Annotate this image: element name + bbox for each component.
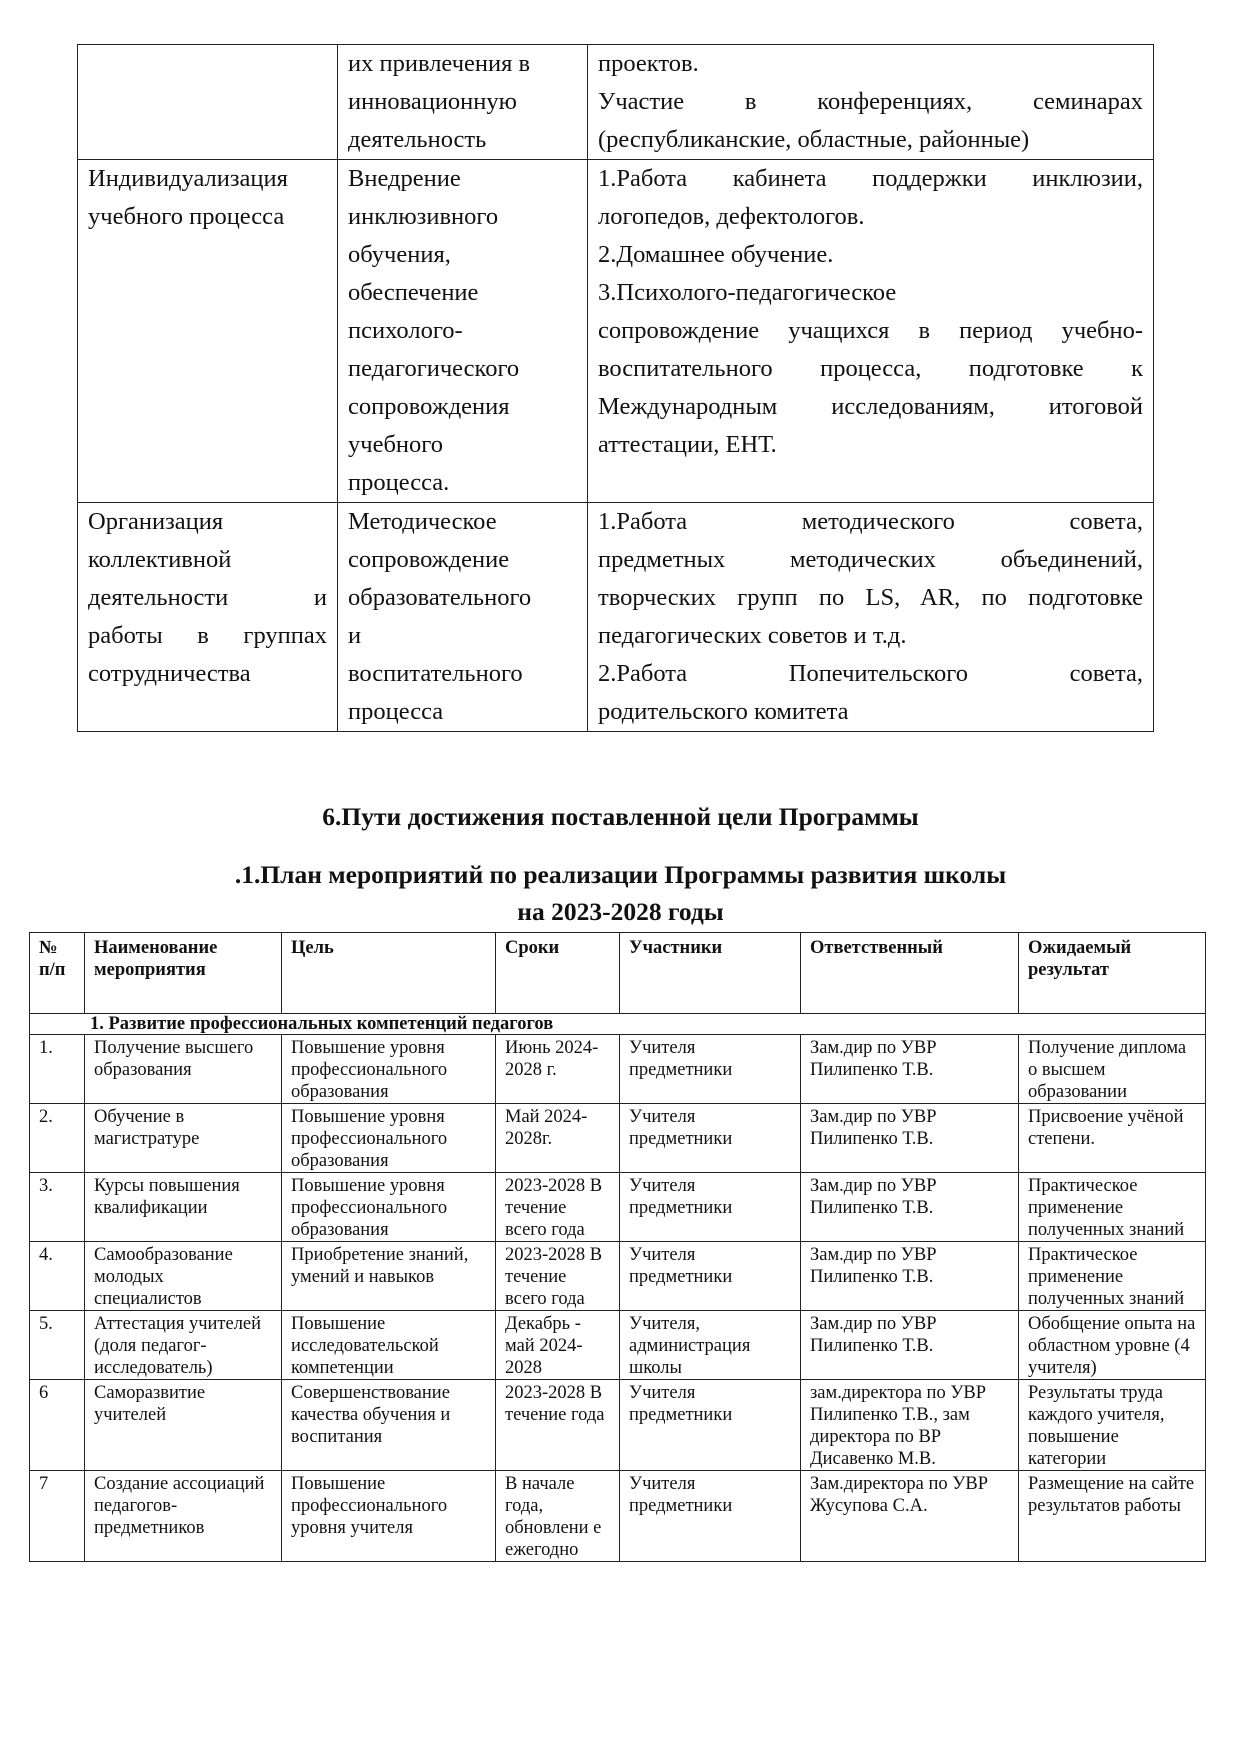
row-number-cell: 7 bbox=[30, 1471, 85, 1562]
deadline-cell: Июнь 2024-2028 г. bbox=[496, 1035, 620, 1104]
responsible-cell: Зам.дир по УВР Пилипенко Т.В. bbox=[801, 1173, 1019, 1242]
plan-title-line1: .1.План мероприятий по реализации Программы развития школы bbox=[234, 860, 1007, 889]
text-line: 2.Домашнее обучение. bbox=[598, 241, 834, 268]
expected-result-cell: Получение диплома о высшем образовании bbox=[1019, 1035, 1206, 1104]
goal-direction-cell bbox=[78, 160, 338, 503]
goal-cell: Совершенствование качества обучения и воспитания bbox=[282, 1380, 496, 1471]
goal-cell: Повышение уровня профессионального образования bbox=[282, 1173, 496, 1242]
text-line: психолого- bbox=[348, 317, 463, 344]
expected-result-cell: Результаты труда каждого учителя, повышение категории bbox=[1019, 1380, 1206, 1471]
text-line: Внедрение bbox=[348, 165, 461, 192]
row-number-cell: 6 bbox=[30, 1380, 85, 1471]
text-line: деятельности и bbox=[88, 584, 327, 611]
goal-cell: Приобретение знаний, умений и навыков bbox=[282, 1242, 496, 1311]
text-line: 2.Работа Попечительского совета, bbox=[598, 660, 1143, 687]
text-line: учебного процесса bbox=[88, 203, 285, 230]
participants-cell: Учителя предметники bbox=[620, 1242, 801, 1311]
text-line: деятельность bbox=[348, 126, 487, 153]
text-line: обучения, bbox=[348, 241, 451, 268]
responsible-cell: зам.директора по УВР Пилипенко Т.В., зам директора по ВР Дисавенко М.В. bbox=[801, 1380, 1019, 1471]
expected-result-cell: Присвоение учёной степени. bbox=[1019, 1104, 1206, 1173]
header-event-name: Наименование мероприятия bbox=[85, 933, 282, 1014]
text-line: коллективной bbox=[88, 546, 232, 573]
header-expected-result: Ожидаемый результат bbox=[1019, 933, 1206, 1014]
deadline-cell: 2023-2028 В течение всего года bbox=[496, 1173, 620, 1242]
deadline-cell: Май 2024-2028г. bbox=[496, 1104, 620, 1173]
text-line: инновационную bbox=[348, 88, 517, 115]
section-title: 6.Пути достижения поставленной цели Программы bbox=[322, 802, 919, 831]
text-line: творческих групп по LS, AR, по подготовке bbox=[598, 584, 1143, 611]
responsible-cell: Зам.дир по УВР Пилипенко Т.В. bbox=[801, 1311, 1019, 1380]
event-name-cell: Создание ассоциаций педагогов-предметников bbox=[85, 1471, 282, 1562]
goals-table-row bbox=[78, 45, 1154, 160]
text-line: учебного bbox=[348, 431, 443, 458]
table-row bbox=[30, 1104, 1206, 1173]
deadline-cell: 2023-2028 В течение всего года bbox=[496, 1242, 620, 1311]
event-name-cell: Аттестация учителей (доля педагог-исследователь) bbox=[85, 1311, 282, 1380]
participants-cell: Учителя предметники bbox=[620, 1035, 801, 1104]
text-line: работы в группах bbox=[88, 622, 327, 649]
participants-cell: Учителя предметники bbox=[620, 1471, 801, 1562]
goal-direction-cell bbox=[78, 45, 338, 160]
expected-result-cell: Размещение на сайте результатов работы bbox=[1019, 1471, 1206, 1562]
text-line: сотрудничества bbox=[88, 660, 251, 687]
text-line: обеспечение bbox=[348, 279, 479, 306]
text-line: педагогического bbox=[348, 355, 520, 382]
plan-table bbox=[29, 932, 1206, 1562]
text-line: процесса bbox=[348, 698, 444, 725]
text-line: Методическое bbox=[348, 508, 497, 535]
text-line: предметных методических объединений, bbox=[598, 546, 1143, 573]
goal-actions-cell bbox=[588, 160, 1154, 503]
text-line: воспитательного процесса, подготовке к bbox=[598, 355, 1143, 382]
text-line: сопровождение bbox=[348, 546, 510, 573]
text-line: Организация bbox=[88, 508, 224, 535]
goal-task-cell bbox=[338, 503, 588, 732]
responsible-cell: Зам.директора по УВР Жусупова С.А. bbox=[801, 1471, 1019, 1562]
event-name-cell: Саморазвитие учителей bbox=[85, 1380, 282, 1471]
text-line: их привлечения в bbox=[348, 50, 531, 77]
text-line: сопровождение учащихся в период учебно- bbox=[598, 317, 1143, 344]
header-goal: Цель bbox=[282, 933, 496, 1014]
table-row bbox=[30, 1035, 1206, 1104]
row-number-cell: 3. bbox=[30, 1173, 85, 1242]
header-number: № п/п bbox=[30, 933, 85, 1014]
group-title: 1. Развитие профессиональных компетенций педагогов bbox=[30, 1014, 1206, 1035]
goals-table-row bbox=[78, 160, 1154, 503]
goal-cell: Повышение профессионального уровня учителя bbox=[282, 1471, 496, 1562]
participants-cell: Учителя предметники bbox=[620, 1380, 801, 1471]
event-name-cell: Курсы повышения квалификации bbox=[85, 1173, 282, 1242]
text-line: 1.Работа методического совета, bbox=[598, 508, 1143, 535]
header-responsible: Ответственный bbox=[801, 933, 1019, 1014]
plan-table-header-row bbox=[30, 933, 1206, 1014]
goal-task-cell bbox=[338, 45, 588, 160]
text-line: 1.Работа кабинета поддержки инклюзии, bbox=[598, 165, 1143, 192]
goal-cell: Повышение исследовательской компетенции bbox=[282, 1311, 496, 1380]
deadline-cell: Декабрь - май 2024-2028 bbox=[496, 1311, 620, 1380]
text-line: Участие в конференциях, семинарах bbox=[598, 88, 1143, 115]
row-number-cell: 4. bbox=[30, 1242, 85, 1311]
event-name-cell: Получение высшего образования bbox=[85, 1035, 282, 1104]
row-number-cell: 5. bbox=[30, 1311, 85, 1380]
text-line: инклюзивного bbox=[348, 203, 499, 230]
table-row bbox=[30, 1242, 1206, 1311]
event-name-cell: Самообразование молодых специалистов bbox=[85, 1242, 282, 1311]
text-line: родительского комитета bbox=[598, 698, 849, 725]
text-line: педагогических советов и т.д. bbox=[598, 622, 907, 649]
row-number-cell: 2. bbox=[30, 1104, 85, 1173]
row-number-cell: 1. bbox=[30, 1035, 85, 1104]
participants-cell: Учителя предметники bbox=[620, 1104, 801, 1173]
table-row bbox=[30, 1311, 1206, 1380]
text-line: Индивидуализация bbox=[88, 165, 288, 192]
plan-title-line2: на 2023-2028 годы bbox=[517, 897, 724, 926]
expected-result-cell: Практическое применение полученных знаний bbox=[1019, 1242, 1206, 1311]
text-line: (республиканские, областные, районные) bbox=[598, 126, 1030, 153]
table-row bbox=[30, 1173, 1206, 1242]
goal-direction-cell bbox=[78, 503, 338, 732]
text-line: проектов. bbox=[598, 50, 699, 77]
expected-result-cell: Практическое применение полученных знаний bbox=[1019, 1173, 1206, 1242]
text-line: и bbox=[348, 622, 362, 649]
goals-table bbox=[77, 44, 1154, 732]
text-line: 3.Психолого-педагогическое bbox=[598, 279, 897, 306]
table-row bbox=[30, 1471, 1206, 1562]
deadline-cell: В начале года, обновлени е ежегодно bbox=[496, 1471, 620, 1562]
responsible-cell: Зам.дир по УВР Пилипенко Т.В. bbox=[801, 1035, 1019, 1104]
participants-cell: Учителя предметники bbox=[620, 1173, 801, 1242]
text-line: аттестации, ЕНТ. bbox=[598, 431, 777, 458]
text-line: образовательного bbox=[348, 584, 532, 611]
text-line: процесса. bbox=[348, 469, 450, 496]
participants-cell: Учителя, администрация школы bbox=[620, 1311, 801, 1380]
text-line: сопровождения bbox=[348, 393, 510, 420]
goal-actions-cell bbox=[588, 45, 1154, 160]
goal-cell: Повышение уровня профессионального образования bbox=[282, 1104, 496, 1173]
event-name-cell: Обучение в магистратуре bbox=[85, 1104, 282, 1173]
goal-actions-cell bbox=[588, 503, 1154, 732]
text-line: воспитательного bbox=[348, 660, 523, 687]
responsible-cell: Зам.дир по УВР Пилипенко Т.В. bbox=[801, 1104, 1019, 1173]
goals-table-row bbox=[78, 503, 1154, 732]
text-line: Международным исследованиям, итоговой bbox=[598, 393, 1143, 420]
header-deadline: Сроки bbox=[496, 933, 620, 1014]
goal-cell: Повышение уровня профессионального образования bbox=[282, 1035, 496, 1104]
text-line: логопедов, дефектологов. bbox=[598, 203, 865, 230]
header-participants: Участники bbox=[620, 933, 801, 1014]
responsible-cell: Зам.дир по УВР Пилипенко Т.В. bbox=[801, 1242, 1019, 1311]
group-row bbox=[30, 1014, 1206, 1035]
deadline-cell: 2023-2028 В течение года bbox=[496, 1380, 620, 1471]
expected-result-cell: Обобщение опыта на областном уровне (4 учителя) bbox=[1019, 1311, 1206, 1380]
goal-task-cell bbox=[338, 160, 588, 503]
table-row bbox=[30, 1380, 1206, 1471]
